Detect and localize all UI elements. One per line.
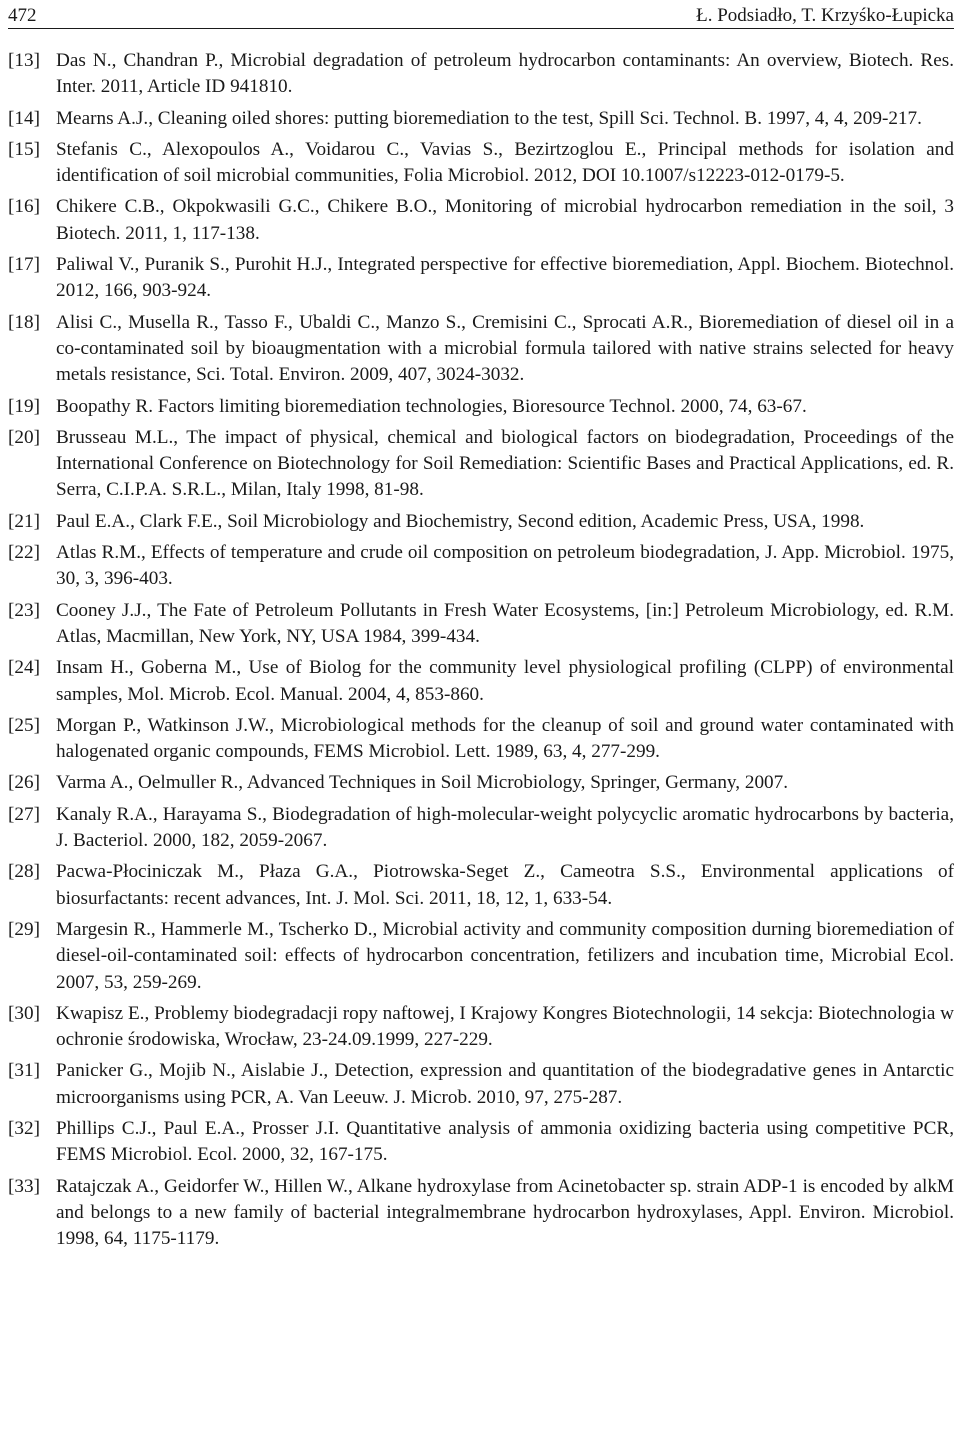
reference-item <box>8 540 954 593</box>
reference-item <box>8 770 954 796</box>
reference-item <box>8 802 954 855</box>
reference-item <box>8 194 954 247</box>
reference-text: Varma A., Oelmuller R., Advanced Techniques in Soil Microbiology, Springer, Germany, 2007. <box>56 772 789 794</box>
reference-text: Kwapisz E., Problemy biodegradacji ropy naftowej, I Krajowy Kongres Biotechnologii, 14 sekcja: Biotechnologia w ochronie środowiska, Wrocław, 23-24.09.1999, 227-229. <box>56 1002 954 1051</box>
reference-text: Ratajczak A., Geidorfer W., Hillen W., Alkane hydroxylase from Acinetobacter sp. strain ADP-1 is encoded by alkM and belongs to a new family of bacterial integralmembrane hydrocarbon hydroxylases, Appl. Environ. Microbiol. 1998, 64, 1175-1179. <box>56 1175 954 1250</box>
reference-number: [22] <box>8 542 40 564</box>
reference-number: [13] <box>8 50 40 71</box>
reference-item <box>8 1174 954 1253</box>
reference-text: Stefanis C., Alexopoulos A., Voidarou C., Vavias S., Bezirtzoglou E., Principal methods for isolation and identification of soil microbial communities, Folia Microbiol. 2012, DOI 10.1007/s12223-012-0179-5. <box>56 138 954 187</box>
reference-item <box>8 1058 954 1111</box>
reference-item <box>8 1001 954 1054</box>
reference-text: Paliwal V., Puranik S., Purohit H.J., Integrated perspective for effective bioremediation, Appl. Biochem. Biotechnol. 2012, 166, 903-924. <box>56 254 954 302</box>
reference-text: Cooney J.J., The Fate of Petroleum Pollutants in Fresh Water Ecosystems, [in:] Petroleum Microbiology, ed. R.M. Atlas, Macmillan, New York, NY, USA 1984, 399-434. <box>56 599 954 647</box>
reference-text: Das N., Chandran P., Microbial degradation of petroleum hydrocarbon contaminants: An overview, Biotech. Res. Inter. 2011, Article ID 941810. <box>56 50 954 98</box>
reference-number: [24] <box>8 657 40 679</box>
reference-number: [30] <box>8 1002 40 1024</box>
reference-number: [29] <box>8 918 40 940</box>
reference-text: Margesin R., Hammerle M., Tscherko D., Microbial activity and community composition durning bioremediation of diesel-oil-contaminated soil: effects of hydrocarbon concentration, fetilizers and incubation time, Microbial Ecol. 2007, 53, 259-269. <box>56 918 954 993</box>
reference-number: [32] <box>8 1117 40 1139</box>
reference-item <box>8 598 954 651</box>
reference-item <box>8 394 954 420</box>
reference-item <box>8 252 954 305</box>
reference-number: [20] <box>8 426 40 448</box>
reference-number: [14] <box>8 107 40 129</box>
reference-item <box>8 509 954 535</box>
page-number: 472 <box>8 5 37 26</box>
reference-item <box>8 310 954 389</box>
reference-text: Pacwa-Płociniczak M., Płaza G.A., Piotrowska-Seget Z., Cameotra S.S., Environmental applications of biosurfactants: recent advances, Int. J. Mol. Sci. 2011, 18, 12, 1, 633-54. <box>56 861 954 909</box>
reference-number: [25] <box>8 714 40 736</box>
reference-text: Kanaly R.A., Harayama S., Biodegradation of high-molecular-weight polycyclic aromatic hydrocarbons by bacteria, J. Bacteriol. 2000, 182, 2059-2067. <box>56 803 954 852</box>
reference-number: [27] <box>8 803 40 825</box>
reference-text: Atlas R.M., Effects of temperature and crude oil composition on petroleum biodegradation, J. App. Microbiol. 1975, 30, 3, 396-403. <box>56 542 954 590</box>
reference-text: Alisi C., Musella R., Tasso F., Ubaldi C., Manzo S., Cremisini C., Sprocati A.R., Bioremediation of diesel oil in a co-contaminated soil by bioaugmentation with a microbial formula tailored with native strains selected for heavy metals resistance, Sci. Total. Environ. 2009, 407, 3024-3032. <box>56 311 954 386</box>
reference-item <box>8 655 954 708</box>
reference-number: [21] <box>8 510 40 532</box>
reference-number: [33] <box>8 1175 40 1197</box>
reference-text: Morgan P., Watkinson J.W., Microbiological methods for the cleanup of soil and ground water contaminated with halogenated organic compounds, FEMS Microbiol. Lett. 1989, 63, 4, 277-299. <box>56 714 954 763</box>
reference-item <box>8 106 954 132</box>
page-header <box>8 0 954 29</box>
reference-number: [28] <box>8 861 40 883</box>
reference-number: [16] <box>8 196 40 218</box>
running-title: Ł. Podsiadło, T. Krzyśko-Łupicka <box>696 5 954 26</box>
reference-text: Phillips C.J., Paul E.A., Prosser J.I. Quantitative analysis of ammonia oxidizing bacteria using competitive PCR, FEMS Microbiol. Ecol. 2000, 32, 167-175. <box>56 1117 954 1166</box>
reference-number: [26] <box>8 772 40 794</box>
reference-item <box>8 1116 954 1169</box>
reference-text: Boopathy R. Factors limiting bioremediation technologies, Bioresource Technol. 2000, 74, 63-67. <box>56 395 807 417</box>
reference-item <box>8 137 954 190</box>
reference-list <box>8 48 954 1252</box>
reference-text: Brusseau M.L., The impact of physical, chemical and biological factors on biodegradation, Proceedings of the International Conference on Biotechnology for Soil Remediation: Scientific Bases and Practical Applications, ed. R. Serra, C.I.P.A. S.R.L., Milan, Italy 1998, 81-98. <box>56 426 954 501</box>
reference-item <box>8 859 954 912</box>
reference-text: Mearns A.J., Cleaning oiled shores: putting bioremediation to the test, Spill Sci. Technol. B. 1997, 4, 4, 209-217. <box>56 107 922 129</box>
reference-number: [23] <box>8 599 40 621</box>
reference-text: Insam H., Goberna M., Use of Biolog for the community level physiological profiling (CLPP) of environmental samples, Mol. Microb. Ecol. Manual. 2004, 4, 853-860. <box>56 657 954 705</box>
reference-text: Paul E.A., Clark F.E., Soil Microbiology and Biochemistry, Second edition, Academic Press, USA, 1998. <box>56 510 865 532</box>
reference-item <box>8 917 954 996</box>
reference-item <box>8 713 954 766</box>
reference-text: Panicker G., Mojib N., Aislabie J., Detection, expression and quantitation of the biodegradative genes in Antarctic microorganisms using PCR, A. Van Leeuw. J. Microb. 2010, 97, 275-287. <box>56 1060 954 1108</box>
reference-item <box>8 48 954 101</box>
reference-number: [17] <box>8 254 40 276</box>
reference-number: [31] <box>8 1060 40 1082</box>
reference-number: [19] <box>8 395 40 417</box>
page <box>8 0 954 1257</box>
reference-text: Chikere C.B., Okpokwasili G.C., Chikere B.O., Monitoring of microbial hydrocarbon remediation in the soil, 3 Biotech. 2011, 1, 117-138. <box>56 196 954 244</box>
reference-item <box>8 425 954 504</box>
reference-number: [15] <box>8 138 40 160</box>
reference-number: [18] <box>8 311 40 333</box>
